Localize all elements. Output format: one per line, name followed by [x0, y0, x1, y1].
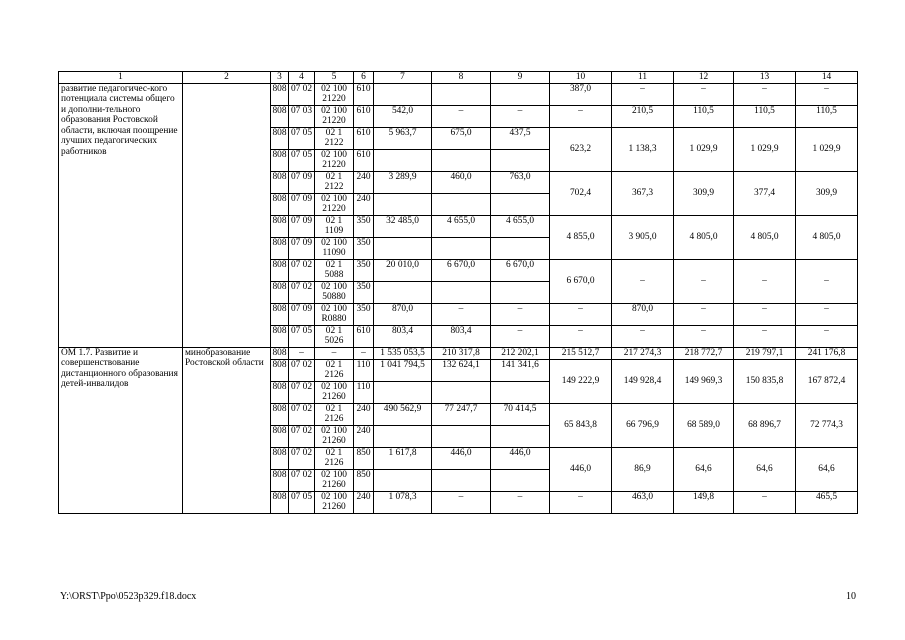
table-cell-c13: 4 805,0: [734, 215, 796, 259]
table-cell-c8: [432, 425, 491, 447]
table-cell-c3: 808: [271, 403, 289, 425]
table-cell-c4: 07 05: [289, 491, 315, 513]
table-cell-c8: [432, 237, 491, 259]
file-path: Y:\ORST\Ppo\0523p329.f18.docx: [60, 591, 197, 602]
table-cell-c8: [432, 193, 491, 215]
table-cell-c4: 07 02: [289, 447, 315, 469]
table-cell-c6: 240: [354, 425, 374, 447]
table-cell-c4: 07 05: [289, 149, 315, 171]
table-cell-c4: 07 02: [289, 259, 315, 281]
header-cell: 11: [612, 72, 674, 84]
table-cell-c11: 217 274,3: [612, 347, 674, 359]
table-cell-c6: 240: [354, 171, 374, 193]
table-cell-c12: –: [674, 83, 734, 105]
header-cell: 2: [183, 72, 271, 84]
table-cell-c14: 309,9: [796, 171, 858, 215]
table-cell-c9: –: [491, 105, 550, 127]
table-cell-c14: 64,6: [796, 447, 858, 491]
table-cell-c7: 20 010,0: [374, 259, 432, 281]
header-cell: 14: [796, 72, 858, 84]
table-cell-c3: 808: [271, 303, 289, 325]
table-cell-c7: 803,4: [374, 325, 432, 347]
table-cell-c8: 132 624,1: [432, 359, 491, 381]
table-cell-c7: 1 535 053,5: [374, 347, 432, 359]
table-cell-c11: 1 138,3: [612, 127, 674, 171]
table-cell-c3: 808: [271, 193, 289, 215]
table-cell-c12: 68 589,0: [674, 403, 734, 447]
table-cell-c14: –: [796, 259, 858, 303]
table-cell-c11: 86,9: [612, 447, 674, 491]
header-cell: 7: [374, 72, 432, 84]
table-cell-c11: 210,5: [612, 105, 674, 127]
program-description: развитие педагогичес-кого потенциала системы общего и дополни-тельного образования Ростовской области, включая поощрение лучших педагогических работников: [59, 83, 183, 347]
table-cell-c12: 149,8: [674, 491, 734, 513]
executor-cell: [183, 83, 271, 347]
table-cell-c7: 490 562,9: [374, 403, 432, 425]
table-cell-c9: 4 655,0: [491, 215, 550, 237]
table-cell-c7: [374, 193, 432, 215]
table-cell-c5: 02 1 1109: [315, 215, 354, 237]
executor-cell: минобразование Ростовской области: [183, 347, 271, 513]
table-cell-c7: 542,0: [374, 105, 432, 127]
table-cell-c11: 367,3: [612, 171, 674, 215]
header-row: [59, 72, 858, 84]
table-cell-c8: 803,4: [432, 325, 491, 347]
table-cell-c12: 110,5: [674, 105, 734, 127]
header-cell: 9: [491, 72, 550, 84]
table-cell-c7: [374, 425, 432, 447]
table-cell-c6: 610: [354, 127, 374, 149]
table-cell-c4: 07 09: [289, 171, 315, 193]
table-cell-c13: –: [734, 325, 796, 347]
table-cell-c5: 02 100 50880: [315, 281, 354, 303]
table-cell-c7: [374, 83, 432, 105]
table-cell-c8: [432, 469, 491, 491]
table-cell-c3: 808: [271, 281, 289, 303]
table-cell-c12: –: [674, 303, 734, 325]
table-cell-c6: 850: [354, 447, 374, 469]
table-cell-c13: 68 896,7: [734, 403, 796, 447]
table-cell-c7: [374, 149, 432, 171]
table-cell-c8: –: [432, 105, 491, 127]
table-cell-c10: 6 670,0: [550, 259, 612, 303]
table-cell-c5: 02 1 5026: [315, 325, 354, 347]
header-cell: 4: [289, 72, 315, 84]
table-cell-c7: 1 041 794,5: [374, 359, 432, 381]
table-cell-c9: [491, 425, 550, 447]
table-cell-c6: –: [354, 347, 374, 359]
table-cell-c7: 1 078,3: [374, 491, 432, 513]
table-cell-c3: 808: [271, 259, 289, 281]
table-cell-c13: –: [734, 259, 796, 303]
header-cell: 6: [354, 72, 374, 84]
table-cell-c7: [374, 469, 432, 491]
table-cell-c8: 6 670,0: [432, 259, 491, 281]
table-cell-c9: [491, 193, 550, 215]
table-cell-c7: 870,0: [374, 303, 432, 325]
table-cell-c9: [491, 281, 550, 303]
section-om-1-7: [59, 347, 858, 513]
table-cell-c7: 1 617,8: [374, 447, 432, 469]
table-cell-c10: –: [550, 491, 612, 513]
table-cell-c4: 07 05: [289, 325, 315, 347]
table-cell-c3: 808: [271, 447, 289, 469]
table-cell-c10: 623,2: [550, 127, 612, 171]
table-cell-c4: 07 09: [289, 303, 315, 325]
table-cell-c3: 808: [271, 171, 289, 193]
table-cell-c10: –: [550, 325, 612, 347]
table-cell-c10: 215 512,7: [550, 347, 612, 359]
table-cell-c5: 02 1 2122: [315, 171, 354, 193]
table-cell-c3: 808: [271, 237, 289, 259]
table-cell-c14: 167 872,4: [796, 359, 858, 403]
table-cell-c9: 437,5: [491, 127, 550, 149]
table-cell-c8: [432, 381, 491, 403]
program-description: ОМ 1.7. Развитие и совершенствование дистанционного образования детей-инвалидов: [59, 347, 183, 513]
header-cell: 13: [734, 72, 796, 84]
table-cell-c14: 241 176,8: [796, 347, 858, 359]
table-cell-c6: 610: [354, 325, 374, 347]
table-cell-c9: 6 670,0: [491, 259, 550, 281]
table-cell-c4: 07 02: [289, 281, 315, 303]
table-cell-c5: 02 100 21220: [315, 105, 354, 127]
table-cell-c5: 02 100 21260: [315, 381, 354, 403]
table-cell-c11: –: [612, 325, 674, 347]
table-cell-c3: 808: [271, 105, 289, 127]
table-cell-c6: 610: [354, 149, 374, 171]
table-cell-c12: 218 772,7: [674, 347, 734, 359]
table-cell-c5: 02 100 21260: [315, 425, 354, 447]
table-row: [59, 83, 858, 105]
table-cell-c10: 149 222,9: [550, 359, 612, 403]
table-cell-c14: 110,5: [796, 105, 858, 127]
table-cell-c13: 110,5: [734, 105, 796, 127]
section-teacher-potential: [59, 83, 858, 347]
header-cell: 12: [674, 72, 734, 84]
table-cell-c6: 240: [354, 491, 374, 513]
table-cell-c11: 3 905,0: [612, 215, 674, 259]
table-cell-c9: [491, 83, 550, 105]
table-cell-c14: –: [796, 303, 858, 325]
table-cell-c9: 212 202,1: [491, 347, 550, 359]
table-cell-c7: [374, 281, 432, 303]
table-cell-c12: –: [674, 259, 734, 303]
table-cell-c9: [491, 237, 550, 259]
table-cell-c3: 808: [271, 381, 289, 403]
table-cell-c6: 110: [354, 381, 374, 403]
table-cell-c4: 07 02: [289, 469, 315, 491]
table-cell-c8: [432, 83, 491, 105]
table-cell-c4: 07 09: [289, 215, 315, 237]
table-cell-c6: 610: [354, 83, 374, 105]
table-cell-c6: 350: [354, 281, 374, 303]
table-cell-c4: 07 02: [289, 403, 315, 425]
header-cell: 5: [315, 72, 354, 84]
table-cell-c5: 02 1 2126: [315, 447, 354, 469]
table-cell-c12: –: [674, 325, 734, 347]
table-cell-c4: 07 02: [289, 83, 315, 105]
table-cell-c5: 02 1 2122: [315, 127, 354, 149]
table-cell-c6: 610: [354, 105, 374, 127]
table-cell-c4: 07 02: [289, 381, 315, 403]
table-cell-c3: 808: [271, 215, 289, 237]
budget-table: [58, 71, 858, 514]
table-cell-c13: –: [734, 491, 796, 513]
table-cell-c5: 02 100 21260: [315, 469, 354, 491]
table-cell-c14: –: [796, 83, 858, 105]
table-cell-c10: –: [550, 105, 612, 127]
table-cell-c5: –: [315, 347, 354, 359]
table-cell-c9: [491, 381, 550, 403]
table-cell-c9: –: [491, 491, 550, 513]
table-cell-c8: [432, 281, 491, 303]
table-cell-c8: 460,0: [432, 171, 491, 193]
table-cell-c3: 808: [271, 359, 289, 381]
table-cell-c6: 110: [354, 359, 374, 381]
table-cell-c5: 02 100 21220: [315, 193, 354, 215]
table-cell-c10: 65 843,8: [550, 403, 612, 447]
table-cell-c7: 3 289,9: [374, 171, 432, 193]
table-cell-c3: 808: [271, 469, 289, 491]
table-cell-c3: 808: [271, 491, 289, 513]
table-cell-c13: 219 797,1: [734, 347, 796, 359]
table-cell-c4: –: [289, 347, 315, 359]
table-cell-c3: 808: [271, 83, 289, 105]
table-cell-c8: 446,0: [432, 447, 491, 469]
table-cell-c11: 149 928,4: [612, 359, 674, 403]
table-cell-c10: –: [550, 303, 612, 325]
table-cell-c3: 808: [271, 149, 289, 171]
table-cell-c13: 150 835,8: [734, 359, 796, 403]
table-cell-c8: 210 317,8: [432, 347, 491, 359]
table-cell-c6: 350: [354, 259, 374, 281]
table-cell-c9: 141 341,6: [491, 359, 550, 381]
table-cell-c6: 350: [354, 237, 374, 259]
table-cell-c14: 72 774,3: [796, 403, 858, 447]
table-cell-c8: –: [432, 491, 491, 513]
table-cell-c3: 808: [271, 425, 289, 447]
table-cell-c5: 02 1 2126: [315, 403, 354, 425]
total-row: [59, 347, 858, 359]
table-cell-c7: 32 485,0: [374, 215, 432, 237]
table-cell-c3: 808: [272, 347, 287, 358]
table-cell-c13: –: [734, 83, 796, 105]
table-cell-c12: 1 029,9: [674, 127, 734, 171]
header-cell: 1: [59, 72, 183, 84]
table-cell-c4: 07 09: [289, 193, 315, 215]
table-cell-c12: 4 805,0: [674, 215, 734, 259]
table-cell-c7: 5 963,7: [374, 127, 432, 149]
table-cell-c3: 808: [271, 325, 289, 347]
table-cell-c8: [432, 149, 491, 171]
table-cell-c9: –: [491, 325, 550, 347]
table-cell-c9: [491, 149, 550, 171]
table-cell-c14: –: [796, 325, 858, 347]
table-cell-c12: 309,9: [674, 171, 734, 215]
table-cell-c11: 870,0: [612, 303, 674, 325]
table-cell-c5: 02 100 11090: [315, 237, 354, 259]
table-cell-c5: 02 1 5088: [315, 259, 354, 281]
table-cell-c12: 149 969,3: [674, 359, 734, 403]
table-cell-c10: 446,0: [550, 447, 612, 491]
header-cell: 10: [550, 72, 612, 84]
table-cell-c11: –: [612, 259, 674, 303]
table-cell-c9: 70 414,5: [491, 403, 550, 425]
table-cell-c4: 07 02: [289, 425, 315, 447]
table-cell-c11: 463,0: [612, 491, 674, 513]
table-cell-c13: –: [734, 303, 796, 325]
table-cell-c8: –: [432, 303, 491, 325]
table-cell-c9: 446,0: [491, 447, 550, 469]
table-cell-c5: 02 100 21220: [315, 149, 354, 171]
header-cell: 3: [271, 72, 289, 84]
table-cell-c10: 387,0: [550, 83, 612, 105]
table-cell-c5: 02 100 21260: [315, 491, 354, 513]
table-cell-c8: 77 247,7: [432, 403, 491, 425]
table-cell-c4: 07 02: [289, 359, 315, 381]
table-cell-c14: 465,5: [796, 491, 858, 513]
table-cell-c7: [374, 237, 432, 259]
table-cell-c3: 808: [271, 127, 289, 149]
table-cell-c14: 1 029,9: [796, 127, 858, 171]
table-cell-c5: 02 100 R0880: [315, 303, 354, 325]
table-cell-c4: 07 09: [289, 237, 315, 259]
table-cell-c6: 350: [354, 303, 374, 325]
table-cell-c10: 4 855,0: [550, 215, 612, 259]
table-cell-c9: 763,0: [491, 171, 550, 193]
table-cell-c11: –: [612, 83, 674, 105]
table-cell-c13: 1 029,9: [734, 127, 796, 171]
page-number: 10: [846, 591, 856, 602]
table-cell-c6: 240: [354, 403, 374, 425]
table-cell-c5: 02 100 21220: [315, 83, 354, 105]
table-cell-c5: 02 1 2126: [315, 359, 354, 381]
table-cell-c6: 240: [354, 193, 374, 215]
table-cell-c4: 07 05: [289, 127, 315, 149]
table-cell-c14: 4 805,0: [796, 215, 858, 259]
table-cell-c4: 07 03: [289, 105, 315, 127]
table-cell-c9: [491, 469, 550, 491]
table-cell-c9: –: [491, 303, 550, 325]
header-cell: 8: [432, 72, 491, 84]
table-cell-c13: 377,4: [734, 171, 796, 215]
table-cell-c12: 64,6: [674, 447, 734, 491]
table-cell-c6: 850: [354, 469, 374, 491]
table-cell-c11: 66 796,9: [612, 403, 674, 447]
table-cell-c8: 4 655,0: [432, 215, 491, 237]
table-cell-c7: [374, 381, 432, 403]
table-cell-c6: 350: [354, 215, 374, 237]
table-cell-c13: 64,6: [734, 447, 796, 491]
table-cell-c8: 675,0: [432, 127, 491, 149]
table-cell-c10: 702,4: [550, 171, 612, 215]
